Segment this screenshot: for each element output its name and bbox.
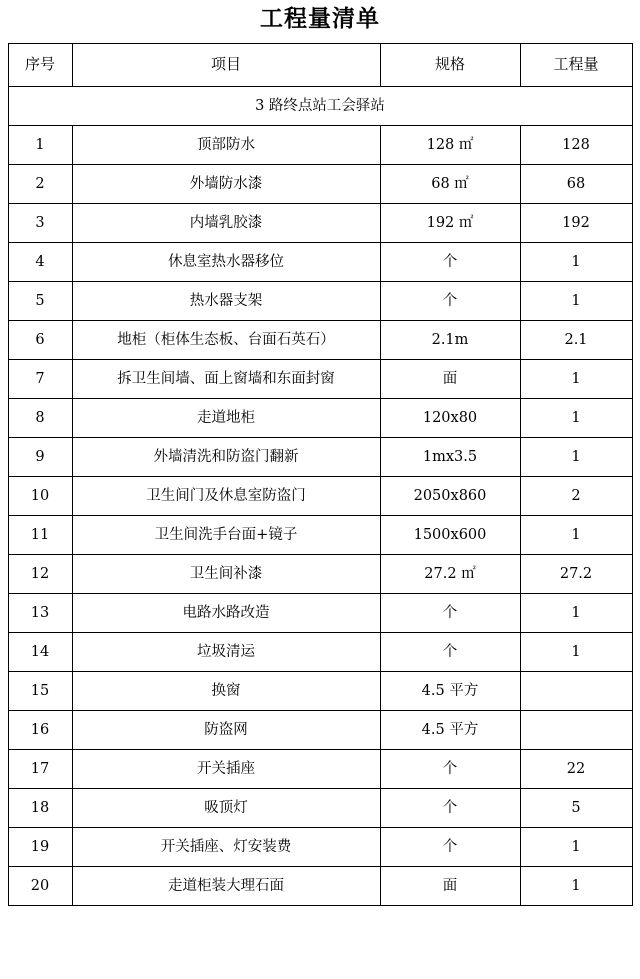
row-item: 顶部防水 [72, 125, 380, 164]
row-index: 4 [8, 242, 72, 281]
column-header-quantity: 工程量 [520, 43, 632, 86]
row-index: 18 [8, 788, 72, 827]
table-row [8, 749, 632, 788]
row-item: 卫生间门及休息室防盗门 [72, 476, 380, 515]
row-item: 走道柜装大理石面 [72, 866, 380, 905]
column-header-index: 序号 [8, 43, 72, 86]
table-row [8, 827, 632, 866]
row-spec: 个 [380, 827, 520, 866]
row-index: 20 [8, 866, 72, 905]
row-item: 垃圾清运 [72, 632, 380, 671]
row-index: 15 [8, 671, 72, 710]
page-title: 工程量清单 [260, 6, 380, 32]
row-index: 3 [8, 203, 72, 242]
row-item: 卫生间洗手台面+镜子 [72, 515, 380, 554]
table-row [8, 593, 632, 632]
row-spec: 面 [380, 866, 520, 905]
row-item: 拆卫生间墙、面上窗墙和东面封窗 [72, 359, 380, 398]
row-spec: 个 [380, 632, 520, 671]
row-quantity: 1 [520, 398, 632, 437]
row-spec: 27.2 ㎡ [380, 554, 520, 593]
row-quantity: 2.1 [520, 320, 632, 359]
row-quantity: 128 [520, 125, 632, 164]
row-quantity: 1 [520, 866, 632, 905]
table-row [8, 671, 632, 710]
row-quantity: 1 [520, 437, 632, 476]
row-spec: 68 ㎡ [380, 164, 520, 203]
table-row [8, 788, 632, 827]
column-header-item: 项目 [72, 43, 380, 86]
row-index: 8 [8, 398, 72, 437]
row-spec: 2.1m [380, 320, 520, 359]
column-header-spec: 规格 [380, 43, 520, 86]
row-item: 外墙防水漆 [72, 164, 380, 203]
row-spec: 个 [380, 242, 520, 281]
table-body [8, 86, 632, 905]
table-row [8, 242, 632, 281]
row-quantity: 5 [520, 788, 632, 827]
row-index: 1 [8, 125, 72, 164]
row-index: 5 [8, 281, 72, 320]
table-row [8, 164, 632, 203]
row-quantity: 68 [520, 164, 632, 203]
table-header-row [8, 43, 632, 86]
row-item: 休息室热水器移位 [72, 242, 380, 281]
row-quantity: 1 [520, 242, 632, 281]
row-spec: 1500x600 [380, 515, 520, 554]
row-item: 卫生间补漆 [72, 554, 380, 593]
row-index: 13 [8, 593, 72, 632]
row-quantity: 27.2 [520, 554, 632, 593]
row-item: 走道地柜 [72, 398, 380, 437]
table-row [8, 398, 632, 437]
row-quantity: 1 [520, 593, 632, 632]
row-spec: 4.5 平方 [380, 671, 520, 710]
row-spec: 120x80 [380, 398, 520, 437]
row-spec: 个 [380, 281, 520, 320]
row-quantity: 2 [520, 476, 632, 515]
bill-of-quantities-table [8, 43, 633, 906]
row-item: 地柜（柜体生态板、台面石英石） [72, 320, 380, 359]
table-row [8, 710, 632, 749]
row-quantity [520, 710, 632, 749]
row-spec: 128 ㎡ [380, 125, 520, 164]
row-index: 2 [8, 164, 72, 203]
row-item: 外墙清洗和防盗门翻新 [72, 437, 380, 476]
table-row [8, 437, 632, 476]
table-row [8, 632, 632, 671]
row-quantity: 1 [520, 632, 632, 671]
row-item: 防盗网 [72, 710, 380, 749]
row-quantity [520, 671, 632, 710]
row-index: 16 [8, 710, 72, 749]
section-heading-label: 3 路终点站工会驿站 [8, 86, 632, 125]
row-index: 14 [8, 632, 72, 671]
table-row [8, 359, 632, 398]
row-quantity: 1 [520, 827, 632, 866]
table-row [8, 203, 632, 242]
row-spec: 192 ㎡ [380, 203, 520, 242]
row-quantity: 1 [520, 281, 632, 320]
table-row [8, 554, 632, 593]
row-index: 17 [8, 749, 72, 788]
row-spec: 面 [380, 359, 520, 398]
row-index: 10 [8, 476, 72, 515]
row-item: 换窗 [72, 671, 380, 710]
row-quantity: 1 [520, 359, 632, 398]
row-spec: 个 [380, 788, 520, 827]
row-quantity: 1 [520, 515, 632, 554]
row-item: 电路水路改造 [72, 593, 380, 632]
row-index: 6 [8, 320, 72, 359]
row-spec: 2050x860 [380, 476, 520, 515]
row-spec: 4.5 平方 [380, 710, 520, 749]
row-item: 吸顶灯 [72, 788, 380, 827]
row-item: 热水器支架 [72, 281, 380, 320]
table-row [8, 515, 632, 554]
row-spec: 个 [380, 593, 520, 632]
table-row [8, 320, 632, 359]
document-page [0, 6, 640, 906]
row-index: 7 [8, 359, 72, 398]
row-item: 开关插座 [72, 749, 380, 788]
row-index: 11 [8, 515, 72, 554]
table-row [8, 476, 632, 515]
row-item: 开关插座、灯安装费 [72, 827, 380, 866]
row-index: 9 [8, 437, 72, 476]
row-index: 12 [8, 554, 72, 593]
row-quantity: 22 [520, 749, 632, 788]
row-spec: 个 [380, 749, 520, 788]
table-row [8, 866, 632, 905]
row-item: 内墙乳胶漆 [72, 203, 380, 242]
table-row [8, 281, 632, 320]
table-row [8, 125, 632, 164]
row-spec: 1mx3.5 [380, 437, 520, 476]
row-quantity: 192 [520, 203, 632, 242]
section-heading-row [8, 86, 632, 125]
row-index: 19 [8, 827, 72, 866]
